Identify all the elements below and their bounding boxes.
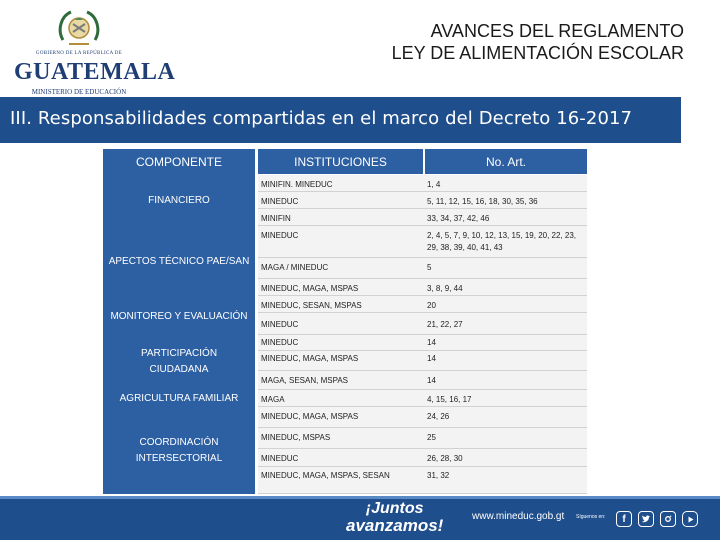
facebook-icon[interactable]: f <box>616 511 632 527</box>
cell-articulos: 31, 32 <box>427 471 450 480</box>
cell-instituciones: MAGA, SESAN, MSPAS <box>261 376 348 385</box>
table-row <box>258 192 587 209</box>
table-row <box>258 449 587 467</box>
cell-articulos: 20 <box>427 301 436 310</box>
cell-articulos: 14 <box>427 376 436 385</box>
header-componente: COMPONENTE <box>103 149 255 174</box>
cell-articulos: 2, 4, 5, 7, 9, 10, 12, 13, 15, 19, 20, 22, 23, 29, 38, 39, 40, 41, 43 <box>427 231 576 252</box>
logo-ministry-text: MINISTERIO DE EDUCACIÓN <box>31 88 127 96</box>
component-aspectos-tecnicos <box>103 254 255 270</box>
cell-instituciones: MINEDUC <box>261 197 299 206</box>
component-column <box>103 174 255 494</box>
component-participacion <box>103 346 255 378</box>
table-row <box>258 335 587 351</box>
cell-instituciones: MAGA / MINEDUC <box>261 263 329 272</box>
cell-articulos: 21, 22, 27 <box>427 320 463 329</box>
ministry-logo <box>14 8 176 98</box>
component-label: PARTICIPACIÓN <box>140 348 218 359</box>
cell-articulos: 1, 4 <box>427 180 441 189</box>
cell-instituciones: MINEDUC, SESAN, MSPAS <box>261 301 362 310</box>
component-label: FINANCIERO <box>148 195 210 206</box>
slogan-line-2: avanzamos! <box>346 516 444 535</box>
coat-of-arms-icon <box>57 10 101 48</box>
table-row <box>258 296 587 313</box>
component-agricultura <box>103 391 255 407</box>
table-row <box>258 467 587 494</box>
title-line-1: AVANCES DEL REGLAMENTO <box>430 21 684 41</box>
cell-articulos: 14 <box>427 354 436 363</box>
header-no-art: No. Art. <box>425 149 587 174</box>
cell-articulos: 24, 26 <box>427 412 450 421</box>
cell-articulos: 26, 28, 30 <box>427 454 463 463</box>
component-label: AGRICULTURA FAMILIAR <box>119 393 239 404</box>
footer-stripe <box>0 496 720 499</box>
header-instituciones: INSTITUCIONES <box>258 149 423 174</box>
cell-articulos: 5 <box>427 263 432 272</box>
cell-articulos: 3, 8, 9, 44 <box>427 284 463 293</box>
cell-instituciones: MINEDUC, MAGA, MSPAS <box>261 412 359 421</box>
cell-articulos: 14 <box>427 338 436 347</box>
table-row <box>258 390 587 407</box>
table-row <box>258 407 587 428</box>
instagram-icon[interactable] <box>660 511 676 527</box>
cell-instituciones: MINIFIN <box>261 214 291 223</box>
logo-government-text: GOBIERNO DE LA REPÚBLICA DE <box>35 51 123 56</box>
component-label: MONITOREO Y EVALUACIÓN <box>110 311 248 322</box>
logo-country-text: GUATEMALA <box>14 59 176 85</box>
table-row <box>258 209 587 226</box>
table-row <box>258 428 587 449</box>
component-monitoreo <box>103 309 255 325</box>
cell-instituciones: MAGA <box>261 395 285 404</box>
cell-instituciones: MINEDUC <box>261 320 299 329</box>
cell-instituciones: MINEDUC, MSPAS <box>261 433 331 442</box>
slogan-line-1: ¡Juntos <box>365 500 424 517</box>
responsibilities-table <box>103 149 587 494</box>
cell-instituciones: MINEDUC <box>261 231 299 240</box>
table-row <box>258 175 587 192</box>
website-link[interactable]: www.mineduc.gob.gt <box>472 511 565 522</box>
table-row <box>258 313 587 335</box>
component-label: INTERSECTORIAL <box>135 453 223 464</box>
title-line-2: LEY DE ALIMENTACIÓN ESCOLAR <box>391 43 684 63</box>
component-financiero <box>103 193 255 209</box>
cell-articulos: 4, 15, 16, 17 <box>427 395 472 404</box>
cell-instituciones: MINEDUC <box>261 454 299 463</box>
table-row <box>258 226 587 258</box>
table-row <box>258 279 587 296</box>
cell-instituciones: MINEDUC, MAGA, MSPAS <box>261 354 359 363</box>
cell-instituciones: MINEDUC <box>261 338 299 347</box>
table-row <box>258 258 587 279</box>
slide-title <box>392 20 684 64</box>
cell-articulos: 5, 11, 12, 15, 16, 18, 30, 35, 36 <box>427 197 538 206</box>
cell-instituciones: MINEDUC, MAGA, MSPAS, SESAN <box>261 471 390 480</box>
component-label: COORDINACIÓN <box>139 437 219 448</box>
cell-articulos: 33, 34, 37, 42, 46 <box>427 214 490 223</box>
section-heading: III. Responsabilidades compartidas en el marco del Decreto 16-2017 <box>10 108 633 129</box>
section-heading-band <box>0 97 681 143</box>
twitter-icon[interactable] <box>638 511 654 527</box>
cell-articulos: 25 <box>427 433 436 442</box>
component-label: CIUDADANA <box>149 364 209 375</box>
follow-label: Síguenos en: <box>576 514 606 520</box>
component-coordinacion <box>103 435 255 467</box>
table-row <box>258 371 587 390</box>
table-row <box>258 351 587 371</box>
cell-instituciones: MINEDUC, MAGA, MSPAS <box>261 284 359 293</box>
youtube-icon[interactable] <box>682 511 698 527</box>
cell-instituciones: MINIFIN. MINEDUC <box>261 180 333 189</box>
component-label: APECTOS TÉCNICO PAE/SAN <box>108 256 250 267</box>
slogan <box>346 500 443 534</box>
